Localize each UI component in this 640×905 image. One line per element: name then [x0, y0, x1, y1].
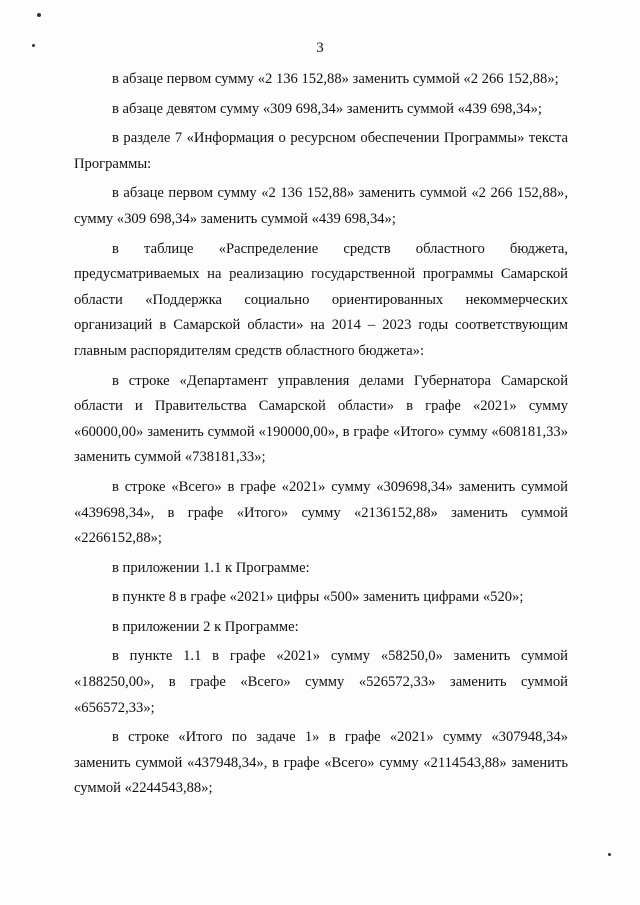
paragraph: в пункте 1.1 в графе «2021» сумму «58250,0» заменить суммой «188250,00», в графе «Всего» сумму «526572,33» заменить суммой «656572,33»;: [74, 648, 568, 716]
paragraph: в таблице «Распределение средств областного бюджета, предусматриваемых на реализацию государственной программы Самарской области «Поддержка социально ориентированных некоммерческих организаций в Самарской области» на 2014 – 2023 годы соответствующим главным распорядителям средств областного бюджета»:: [74, 240, 568, 359]
scan-speck: [608, 853, 611, 856]
paragraph: в приложении 1.1 к Программе:: [112, 559, 310, 576]
paragraph: в строке «Итого по задаче 1» в графе «2021» сумму «307948,34» заменить суммой «437948,34», в графе «Всего» сумму «2114543,88» заменить суммой «2244543,88»;: [74, 729, 568, 797]
document-body: [74, 67, 568, 806]
scan-speck: [37, 13, 41, 17]
paragraph: в абзаце первом сумму «2 136 152,88» заменить суммой «2 266 152,88», сумму «309 698,34» заменить суммой «439 698,34»;: [74, 185, 568, 227]
paragraph: в абзаце девятом сумму «309 698,34» заменить суммой «439 698,34»;: [112, 100, 542, 117]
paragraph: в строке «Всего» в графе «2021» сумму «309698,34» заменить суммой «439698,34», в графе «Итого» сумму «2136152,88» заменить суммой «2266152,88»;: [74, 478, 568, 547]
paragraph: в приложении 2 к Программе:: [112, 618, 299, 635]
paragraph: в абзаце первом сумму «2 136 152,88» заменить суммой «2 266 152,88»;: [112, 71, 559, 87]
page-number: 3: [316, 40, 324, 56]
paragraph: в пункте 8 в графе «2021» цифры «500» заменить цифрами «520»;: [112, 589, 524, 606]
paragraph: в строке «Департамент управления делами Губернатора Самарской области и Правительства Самарской области» в графе «2021» сумму «60000,00» заменить суммой «190000,00», в графе «Итого» сумму «608181,33» заменить суммой «738181,33»;: [74, 372, 568, 466]
paragraph: в разделе 7 «Информация о ресурсном обеспечении Программы» текста Программы:: [74, 130, 568, 172]
